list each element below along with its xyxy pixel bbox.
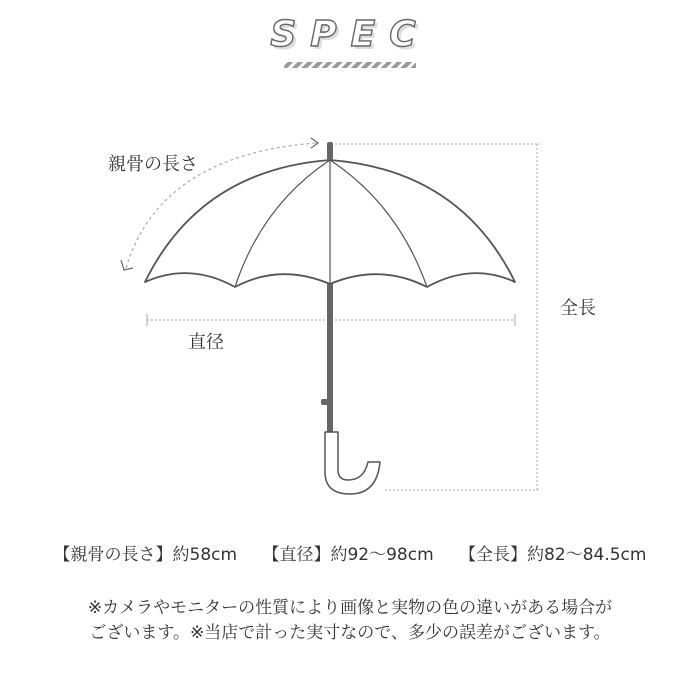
diameter-label: 直径 <box>188 332 224 353</box>
spec-total-length-label: 【全長】 <box>459 545 528 565</box>
note-line-2: ございます。※当店で計った実寸なので、多少の誤差がございます。 <box>89 623 611 643</box>
umbrella-tip <box>327 142 333 160</box>
spec-diameter-value: 約92〜98cm <box>330 545 434 565</box>
umbrella-handle <box>325 432 380 494</box>
rib-arrow-bottom <box>121 260 133 270</box>
spec-total-length <box>459 540 646 565</box>
spec-diameter-label: 【直径】 <box>262 545 331 565</box>
umbrella-shaft <box>327 284 333 432</box>
spec-rib-length-label: 【親骨の長さ】 <box>53 545 173 565</box>
spec-list <box>0 540 700 565</box>
spec-diameter <box>262 540 433 565</box>
shaft-button <box>321 399 328 405</box>
total-length-label: 全長 <box>560 298 596 319</box>
rib-length-label: 親骨の長さ <box>108 154 198 175</box>
spec-title: SPEC <box>270 14 430 55</box>
spec-rib-length <box>54 540 238 565</box>
note-line-1: ※カメラやモニターの性質により画像と実物の色の違いがある場合が <box>87 598 613 618</box>
spec-total-length-value: 約82〜84.5cm <box>527 545 647 565</box>
disclaimer-note <box>0 596 700 646</box>
spec-rib-length-value: 約58cm <box>172 545 238 565</box>
